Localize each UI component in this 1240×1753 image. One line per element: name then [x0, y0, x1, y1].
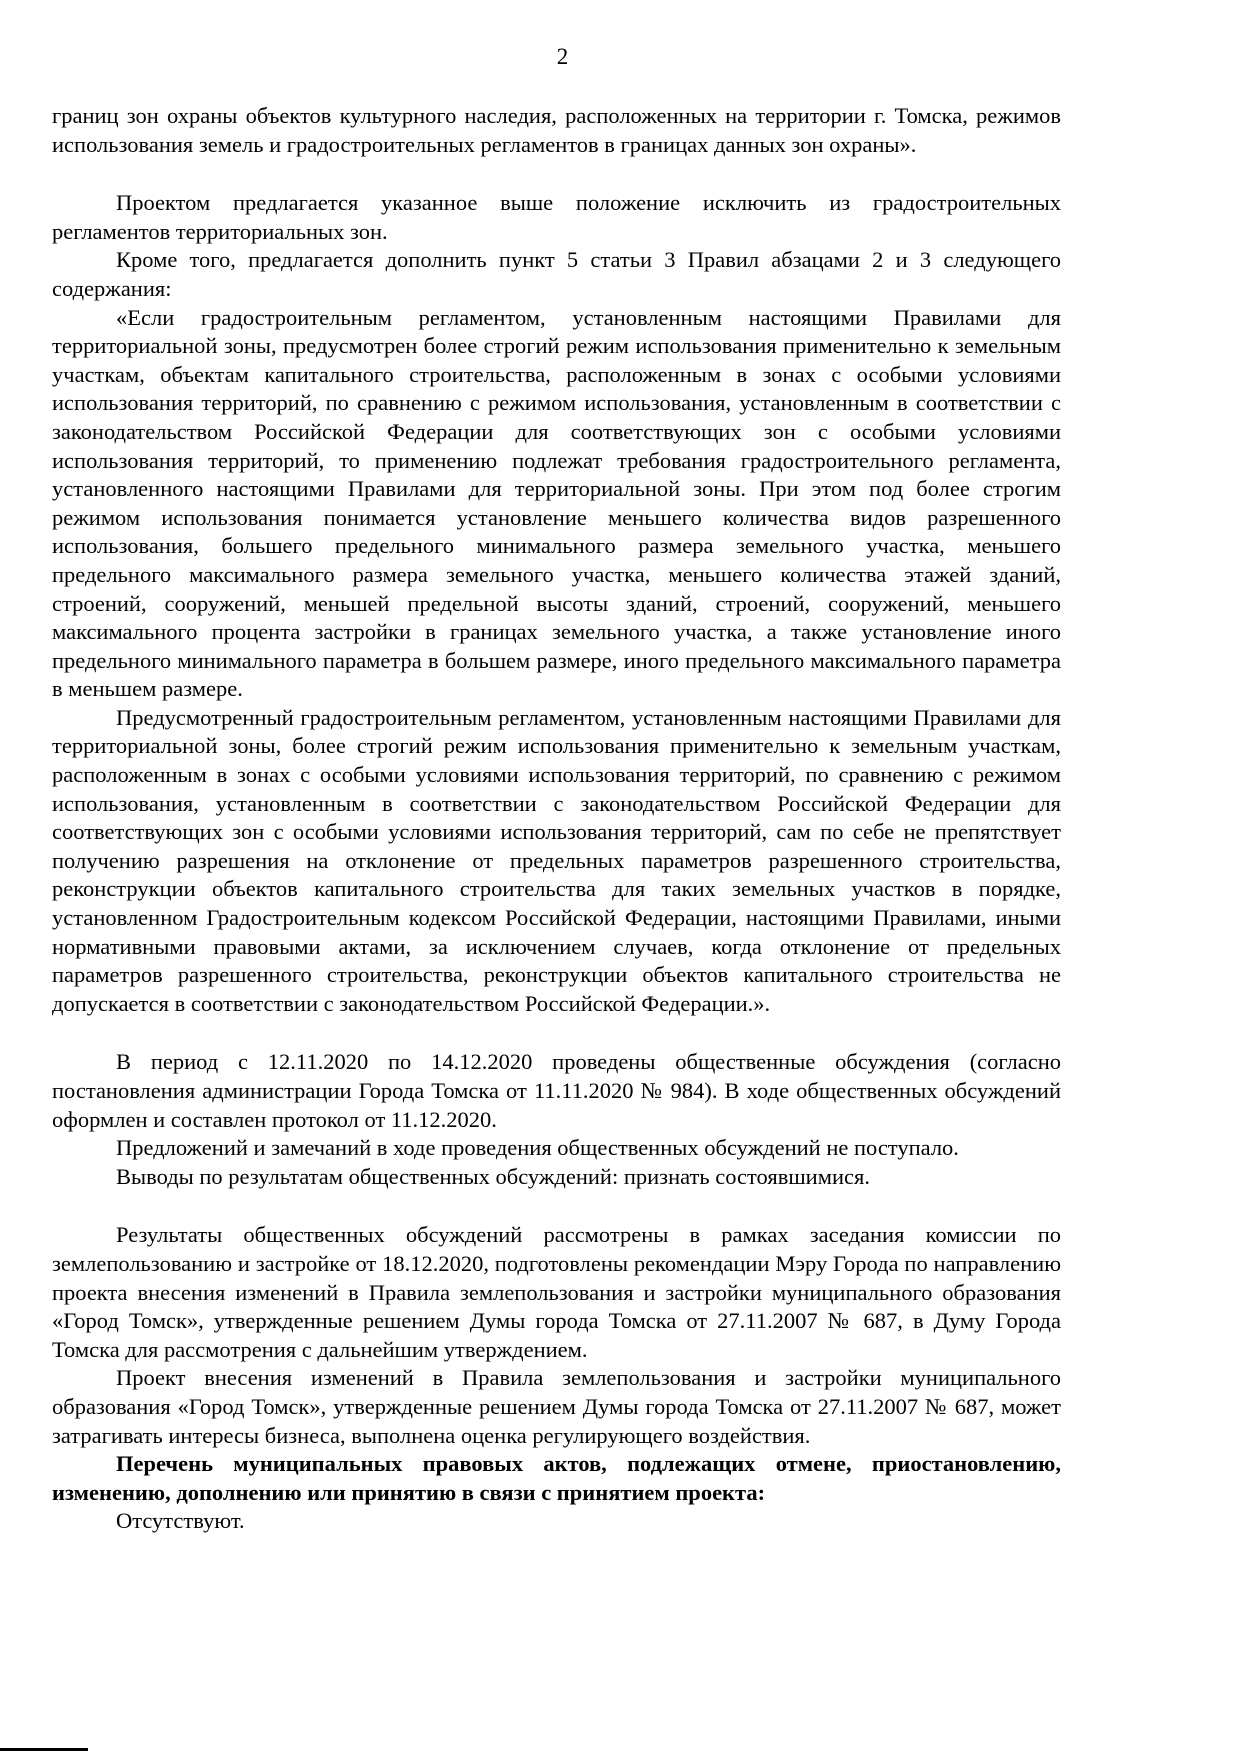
paragraph-absent: Отсутствуют. [116, 1508, 245, 1534]
paragraph-quote-2: Предусмотренный градостроительным регламентом, установленным настоящими Правилами для территориальной зоны, более строгий режим использования применительно к земельным участкам, расположенным в зонах с особыми условиями использования территорий, по сравнению с режимом использования, установленным в соответствии с законодательством Российской Федерации для соответствующих зон с особыми условиями использования территорий, сам по себе не препятствует получению разрешения на отклонение от предельных параметров разрешенного строительства, реконструкции объектов капитального строительства для таких земельных участков в порядке, установленном Градостроительным кодексом Российской Федерации, настоящими Правилами, иными нормативными правовыми актами, за исключением случаев, когда отклонение от предельных параметров разрешенного строительства, реконструкции объектов капитального строительства не допускается в соответствии с законодательством Российской Федерации.». [52, 704, 1061, 1016]
paragraph-results: Результаты общественных обсуждений рассмотрены в рамках заседания комиссии по землепользованию и застройке от 18.12.2020, подготовлены рекомендации Мэру Города по направлению проекта внесения изменений в Правила землепользования и застройки муниципального образования «Город Томск», утвержденные решением Думы города Томска от 27.11.2007 № 687, в Думу Города Томска для рассмотрения с дальнейшим утверждением. [52, 1222, 1061, 1362]
paragraph-continuation: границ зон охраны объектов культурного наследия, расположенных на территории г. Томска, режимов использования земель и градостроительных регламентов в границах данных зон охраны». [52, 103, 1061, 157]
paragraph-quote-1: «Если градостроительным регламентом, установленным настоящими Правилами для территориальной зоны, предусмотрен более строгий режим использования применительно к земельным участкам, объектам капитального строительства, расположенным в зонах с особыми условиями использования территорий, по сравнению с режимом использования, установленным в соответствии с законодательством Российской Федерации для соответствующих зон с особыми условиями использования территорий, то применению подлежат требования градостроительного регламента, установленного настоящими Правилами для территориальной зоны. При этом под более строгим режимом использования понимается установление меньшего количества видов разрешенного использования, большего предельного минимального размера земельного участка, меньшего предельного максимального размера земельного участка, меньшего количества этажей зданий, строений, сооружений, меньшей предельной высоты зданий, строений, сооружений, меньшего максимального процента застройки в границах земельного участка, а также установление иного предельного минимального параметра в большем размере, иного предельного максимального параметра в меньшем размере. [52, 304, 1061, 702]
spacer [52, 159, 1061, 189]
scan-edge-line [0, 1748, 88, 1751]
spacer [52, 1018, 1061, 1048]
paragraph-conclusions: Выводы по результатам общественных обсуждений: признать состоявшимися. [116, 1163, 870, 1189]
paragraph-addition-intro: Кроме того, предлагается дополнить пункт 5 статьи 3 Правил абзацами 2 и 3 следующего содержания: [52, 247, 1061, 301]
paragraph-no-proposals: Предложений и замечаний в ходе проведения общественных обсуждений не поступало. [116, 1135, 959, 1161]
paragraph-project: Проект внесения изменений в Правила землепользования и застройки муниципального образования «Город Томск», утвержденные решением Думы города Томска от 27.11.2007 № 687, может затрагивать интересы бизнеса, выполнена оценка регулирующего воздействия. [52, 1365, 1061, 1448]
spacer [52, 1191, 1061, 1221]
acts-list-heading: Перечень муниципальных правовых актов, подлежащих отмене, приостановлению, изменению, дополнению или принятию в связи с принятием проекта: [52, 1451, 1061, 1505]
paragraph-discussions: В период с 12.11.2020 по 14.12.2020 проведены общественные обсуждения (согласно постановления администрации Города Томска от 11.11.2020 № 984). В ходе общественных обсуждений оформлен и составлен протокол от 11.12.2020. [52, 1049, 1061, 1132]
page-number: 2 [556, 44, 569, 69]
paragraph-proposal: Проектом предлагается указанное выше положение исключить из градостроительных регламентов территориальных зон. [52, 190, 1061, 244]
document-body [52, 102, 1061, 1536]
